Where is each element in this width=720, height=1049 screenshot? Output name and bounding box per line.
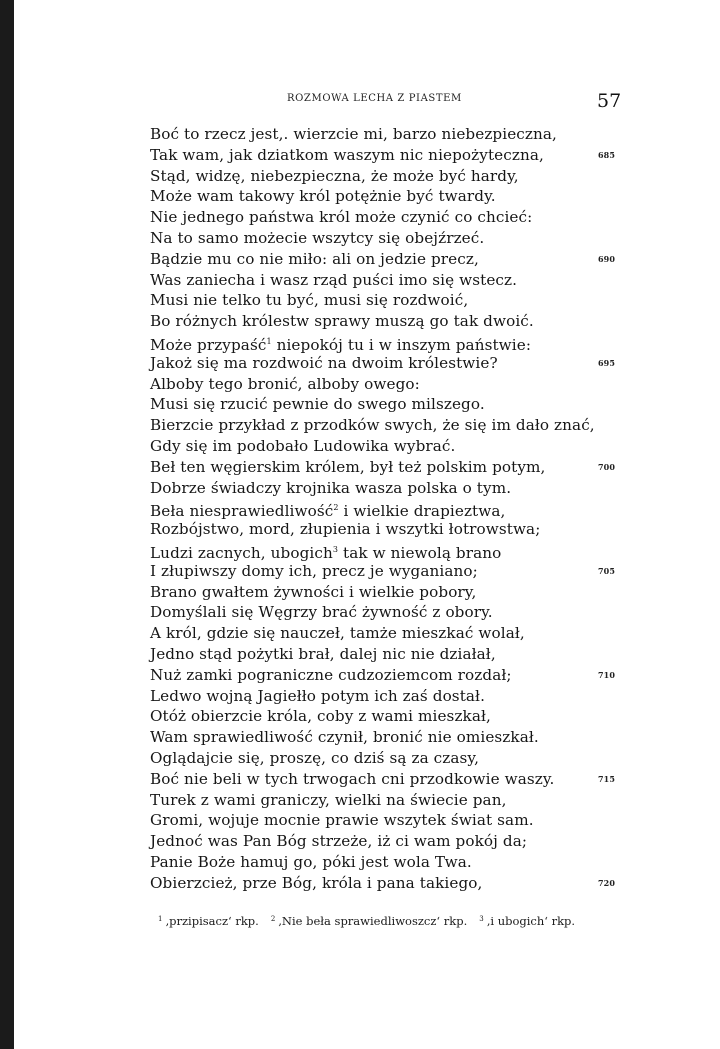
verse-line: [150, 561, 615, 582]
footnotes: [158, 914, 587, 928]
line-number: 700: [598, 461, 615, 472]
verse-line: [150, 831, 610, 852]
verse-line: [150, 873, 615, 894]
verse-line: [150, 270, 610, 291]
page-number: 57: [597, 90, 622, 112]
verse-text: Oglądajcie się, proszę, co dziś są za czasy,: [150, 748, 479, 767]
line-number: 705: [598, 565, 615, 576]
footnote-mark: 1: [158, 915, 163, 923]
verse-text: Musi nie telko tu być, musi się rozdwoić,: [150, 291, 469, 310]
verse-text: Na to samo możecie wszytcy się obejźrzeć.: [150, 228, 485, 247]
verse-text: Nuż zamki pograniczne cudzoziemcom rozdał;: [150, 665, 512, 684]
verse-line: [150, 124, 610, 145]
verse-text: Musi się rzucić pewnie do swego milszego.: [150, 395, 485, 414]
verse-text: Beł ten węgierskim królem, był też polskim potym,: [150, 457, 546, 476]
verse-text: Stąd, widzę, niebezpieczna, że może być hardy,: [150, 166, 519, 185]
verse-text: Jednoć was Pan Bóg strzeże, iż ci wam pokój da;: [150, 832, 528, 851]
verse-line: [150, 644, 610, 665]
verse-line: [150, 207, 610, 228]
verse-text: Bo różnych królestw sprawy muszą go tak dwoić.: [150, 312, 534, 331]
verse-text: Jakoż się ma rozdwoić na dwoim królestwie?: [150, 353, 498, 372]
verse-text: Boć to rzecz jest,. wierzcie mi, barzo niebezpieczna,: [150, 125, 557, 143]
verse-text: Obierzcież, prze Bóg, króla i pana takiego,: [150, 873, 483, 892]
verse-block: [150, 124, 615, 893]
verse-text: Ledwo wojną Jagiełło potym ich zaś dostał.: [150, 686, 486, 705]
verse-line: [150, 519, 610, 540]
footnote: [479, 914, 575, 928]
verse-text: Domyślali się Węgrzy brać żywność z obory.: [150, 603, 493, 622]
footnote-text: ‚i ubogich‘ rkp.: [486, 914, 576, 928]
footnote-reference: 2: [333, 503, 339, 513]
verse-text: Jedno stąd pożytki brał, dalej nic nie działał,: [150, 644, 496, 663]
verse-line: [150, 457, 615, 478]
verse-line: [150, 374, 610, 395]
line-number: 685: [598, 149, 615, 160]
verse-text: Rozbójstwo, mord, złupienia i wszytki łotrowstwa;: [150, 520, 541, 539]
verse-text: Bierzcie przykład z przodków swych, że się im dało znać,: [150, 416, 595, 435]
footnote-reference: 1: [266, 336, 272, 346]
verse-text: Wam sprawiedliwość czynił, bronić nie omieszkał.: [150, 728, 539, 747]
verse-line: [150, 810, 610, 831]
verse-line: [150, 290, 610, 311]
verse-line: [150, 353, 615, 374]
line-number: 715: [598, 773, 615, 784]
verse-line: [150, 436, 610, 457]
verse-text: Bądzie mu co nie miło: ali on jedzie precz,: [150, 249, 479, 268]
verse-line: [150, 186, 610, 207]
verse-text: Może przypaść$^1$ niepokój tu i w inszym państwie:: [150, 335, 532, 354]
verse-line: [150, 249, 615, 270]
verse-line: [150, 498, 610, 519]
verse-text: Brano gwałtem żywności i wielkie pobory,: [150, 582, 477, 601]
verse-line: [150, 623, 610, 644]
verse-line: [150, 602, 610, 623]
verse-text: Otóż obierzcie króla, coby z wami mieszkał,: [150, 707, 491, 726]
line-number: 690: [598, 253, 615, 264]
verse-text: Gdy się im podobało Ludowika wybrać.: [150, 436, 456, 455]
verse-text: Nie jednego państwa król może czynić co chcieć:: [150, 208, 533, 227]
running-head: ROZMOWA LECHA Z PIASTEM: [287, 93, 462, 104]
line-number: 710: [598, 669, 615, 680]
verse-text: Dobrze świadczy krojnika wasza polska o tym.: [150, 478, 512, 497]
footnote-text: ‚przipisacz‘ rkp.: [165, 914, 259, 928]
verse-text: Tak wam, jak dziatkom waszym nic niepożyteczna,: [150, 145, 544, 164]
verse-line: [150, 415, 610, 436]
verse-line: [150, 478, 610, 499]
verse-line: [150, 852, 610, 873]
verse-text: I złupiwszy domy ich, precz je wyganiano;: [150, 561, 478, 580]
verse-line: [150, 769, 615, 790]
verse-text: Ludzi zacnych, ubogich$^3$ tak w niewolą brano: [150, 543, 502, 562]
verse-text: Alboby tego bronić, alboby owego:: [150, 374, 420, 393]
verse-text: Gromi, wojuje mocnie prawie wszytek świat sam.: [150, 811, 534, 830]
verse-line: [150, 166, 610, 187]
line-number: 695: [598, 357, 615, 368]
verse-line: [150, 686, 610, 707]
footnote: [271, 914, 467, 928]
verse-line: [150, 394, 610, 415]
verse-line: [150, 727, 610, 748]
verse-line: [150, 145, 615, 166]
verse-line: [150, 228, 610, 249]
footnote: [158, 914, 259, 928]
verse-line: [150, 748, 610, 769]
verse-text: Boć nie beli w tych trwogach cni przodkowie waszy.: [150, 769, 555, 788]
scan-edge-bar: [0, 0, 14, 1049]
verse-line: [150, 790, 610, 811]
verse-line: [150, 665, 615, 686]
footnote-reference: 3: [332, 544, 339, 554]
verse-text: Beła niesprawiedliwość$^2$ i wielkie drapieztwa,: [150, 502, 506, 521]
footnote-mark: 3: [479, 915, 484, 923]
footnote-mark: 2: [270, 915, 276, 923]
verse-line: [150, 540, 610, 561]
footnote-text: ‚Nie beła sprawiedliwoszcz‘ rkp.: [278, 914, 468, 928]
verse-line: [150, 332, 610, 353]
verse-line: [150, 706, 610, 727]
verse-text: Może wam takowy król potężnie być twardy.: [150, 187, 496, 206]
verse-line: [150, 582, 610, 603]
verse-text: Was zaniecha i wasz rząd puści imo się wstecz.: [150, 270, 518, 289]
verse-line: [150, 311, 610, 332]
verse-text: Panie Boże hamuj go, póki jest wola Twa.: [150, 852, 472, 871]
line-number: 720: [598, 877, 615, 888]
verse-text: A król, gdzie się nauczeł, tamże mieszkać wolał,: [150, 624, 525, 643]
verse-text: Turek z wami graniczy, wielki na świecie pan,: [150, 790, 507, 809]
